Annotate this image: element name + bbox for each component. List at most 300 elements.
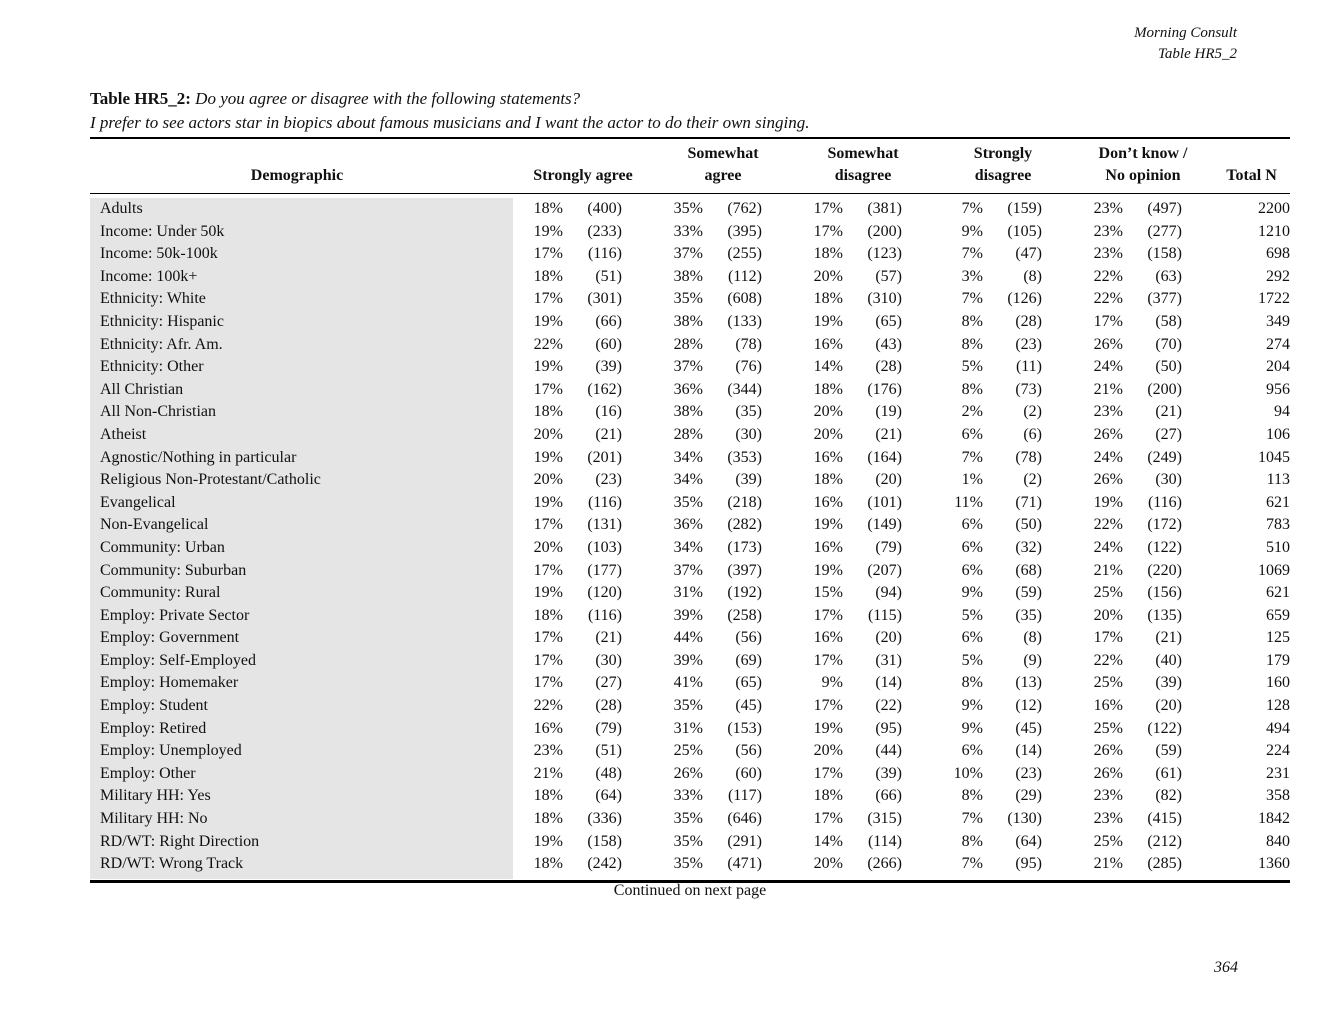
cell-spacer [622,401,653,424]
percent-cell: 20% [813,855,843,873]
cell-spacer [1042,763,1073,786]
count-cell: (64) [1015,832,1042,850]
table-row [90,785,1290,808]
col-header-somewhat-agree-line1: Somewhat [687,145,759,162]
percent-cell: 24% [1093,538,1123,556]
percent-cell: 28% [673,335,703,353]
cell-spacer [762,198,793,221]
header-org: Morning Consult [1134,25,1237,41]
cell-spacer [1182,334,1213,357]
count-cell: (315) [867,810,902,828]
percent-cell: 17% [1093,629,1123,647]
count-cell: (71) [1015,493,1042,511]
count-cell: (122) [1147,538,1182,556]
count-cell: (8) [1023,629,1042,647]
total-cell: 621 [1266,493,1290,511]
cell-spacer [762,627,793,650]
count-cell: (21) [595,629,622,647]
cell-spacer [1182,605,1213,628]
count-cell: (277) [1147,222,1182,240]
total-cell: 1045 [1258,448,1290,466]
table-row [90,334,1290,357]
row-label: Ethnicity: Hispanic [100,312,224,330]
table-row [90,740,1290,763]
count-cell: (176) [867,380,902,398]
row-label: Military HH: No [100,810,208,828]
cell-spacer [622,785,653,808]
count-cell: (21) [595,425,622,443]
total-cell: 125 [1266,629,1290,647]
count-cell: (159) [1007,200,1042,217]
count-cell: (164) [867,448,902,466]
percent-cell: 6% [961,561,983,579]
count-cell: (116) [1147,493,1182,511]
count-cell: (192) [727,584,762,602]
count-cell: (177) [587,561,622,579]
cell-spacer [622,334,653,357]
table-row [90,537,1290,560]
col-header-dont-know-line2: No opinion [1105,167,1181,184]
table-row [90,424,1290,447]
count-cell: (43) [875,335,902,353]
percent-cell: 16% [813,493,843,511]
cell-spacer [902,401,933,424]
count-cell: (23) [595,471,622,489]
row-label: Income: Under 50k [100,222,225,240]
cell-spacer [1182,763,1213,786]
count-cell: (64) [595,787,622,805]
total-cell: 128 [1266,697,1290,715]
percent-cell: 19% [813,719,843,737]
count-cell: (95) [875,719,902,737]
table-row [90,288,1290,311]
cell-spacer [902,831,933,854]
percent-cell: 8% [961,832,983,850]
cell-spacer [1042,221,1073,244]
count-cell: (27) [1155,425,1182,443]
table-row [90,447,1290,470]
count-cell: (40) [1155,651,1182,669]
percent-cell: 21% [1093,380,1123,398]
cell-spacer [1182,401,1213,424]
count-cell: (130) [1007,810,1042,828]
cell-spacer [1182,198,1213,221]
percent-cell: 35% [673,697,703,715]
count-cell: (762) [727,200,762,217]
percent-cell: 17% [813,606,843,624]
cell-spacer [1042,424,1073,447]
cell-spacer [762,356,793,379]
cell-spacer [1182,469,1213,492]
percent-cell: 17% [813,697,843,715]
header-rule [90,193,1290,194]
row-label: Adults [100,200,143,217]
table-row [90,627,1290,650]
row-label: RD/WT: Wrong Track [100,855,244,873]
total-cell: 621 [1266,584,1290,602]
cell-spacer [762,401,793,424]
percent-cell: 39% [673,606,703,624]
cell-spacer [1042,853,1073,876]
total-cell: 106 [1266,425,1290,443]
cell-spacer [902,334,933,357]
cell-spacer [622,718,653,741]
count-cell: (116) [587,245,622,263]
cell-spacer [762,221,793,244]
count-cell: (116) [587,606,622,624]
percent-cell: 16% [533,719,563,737]
percent-cell: 17% [533,380,563,398]
count-cell: (28) [875,358,902,376]
count-cell: (200) [1147,380,1182,398]
cell-spacer [1042,469,1073,492]
count-cell: (395) [727,222,762,240]
header-table-id: Table HR5_2 [1157,46,1237,62]
total-cell: 349 [1266,312,1290,330]
count-cell: (14) [875,674,902,692]
total-cell: 94 [1274,403,1290,421]
row-label: Employ: Homemaker [100,674,239,692]
cell-spacer [622,379,653,402]
cell-spacer [902,537,933,560]
count-cell: (20) [1155,697,1182,715]
count-cell: (20) [875,629,902,647]
count-cell: (95) [1015,855,1042,873]
percent-cell: 20% [813,267,843,285]
percent-cell: 26% [673,764,703,782]
percent-cell: 41% [673,674,703,692]
count-cell: (105) [1007,222,1042,240]
count-cell: (212) [1147,832,1182,850]
cell-spacer [762,492,793,515]
percent-cell: 19% [1093,493,1123,511]
cell-spacer [622,672,653,695]
cell-spacer [622,650,653,673]
percent-cell: 31% [673,584,703,602]
cell-spacer [762,288,793,311]
cell-spacer [1042,243,1073,266]
percent-cell: 19% [533,493,563,511]
percent-cell: 25% [1093,832,1123,850]
percent-cell: 17% [813,810,843,828]
count-cell: (131) [587,516,622,534]
percent-cell: 7% [961,448,983,466]
cell-spacer [1042,447,1073,470]
percent-cell: 7% [961,290,983,308]
col-header-strongly-agree-line2: Strongly agree [533,167,633,184]
total-cell: 1360 [1258,855,1290,873]
results-body [90,198,1290,876]
count-cell: (61) [1155,764,1182,782]
percent-cell: 14% [813,832,843,850]
percent-cell: 18% [533,200,563,217]
cell-spacer [762,311,793,334]
count-cell: (35) [1015,606,1042,624]
row-label: Military HH: Yes [100,787,211,805]
percent-cell: 17% [813,222,843,240]
count-cell: (59) [1155,742,1182,760]
percent-cell: 8% [961,312,983,330]
cell-spacer [762,718,793,741]
count-cell: (2) [1023,471,1042,489]
cell-spacer [1042,695,1073,718]
cell-spacer [762,469,793,492]
cell-spacer [1042,740,1073,763]
percent-cell: 10% [953,764,983,782]
cell-spacer [1182,379,1213,402]
cell-spacer [762,537,793,560]
percent-cell: 38% [673,267,703,285]
count-cell: (158) [587,832,622,850]
percent-cell: 22% [1093,516,1123,534]
cell-spacer [1042,288,1073,311]
cell-spacer [622,447,653,470]
count-cell: (31) [875,651,902,669]
percent-cell: 33% [673,787,703,805]
percent-cell: 35% [673,810,703,828]
percent-cell: 18% [533,403,563,421]
cell-spacer [1182,266,1213,289]
percent-cell: 9% [821,674,843,692]
total-cell: 1722 [1258,290,1290,308]
cell-spacer [902,672,933,695]
percent-cell: 6% [961,538,983,556]
cell-spacer [1182,311,1213,334]
cell-spacer [1182,627,1213,650]
col-header-somewhat-agree-line2: agree [704,167,742,184]
percent-cell: 18% [533,855,563,873]
count-cell: (114) [867,832,902,850]
percent-cell: 21% [1093,561,1123,579]
percent-cell: 21% [1093,855,1123,873]
total-cell: 2200 [1258,200,1290,217]
count-cell: (60) [595,335,622,353]
cell-spacer [762,695,793,718]
col-header-somewhat-disagree-line1: Somewhat [827,145,899,162]
table-row [90,311,1290,334]
cell-spacer [1042,808,1073,831]
percent-cell: 22% [533,697,563,715]
percent-cell: 25% [673,742,703,760]
percent-cell: 20% [1093,606,1123,624]
percent-cell: 18% [813,380,843,398]
count-cell: (162) [587,380,622,398]
cell-spacer [902,447,933,470]
count-cell: (158) [1147,245,1182,263]
row-label: Ethnicity: Other [100,358,204,376]
cell-spacer [622,808,653,831]
count-cell: (30) [1155,471,1182,489]
count-cell: (76) [735,358,762,376]
cell-spacer [1182,785,1213,808]
cell-spacer [902,695,933,718]
count-cell: (8) [1023,267,1042,285]
cell-spacer [1182,560,1213,583]
row-label: Employ: Self-Employed [100,651,256,669]
count-cell: (101) [867,493,902,511]
percent-cell: 22% [533,335,563,353]
percent-cell: 17% [533,516,563,534]
percent-cell: 7% [961,855,983,873]
cell-spacer [902,650,933,673]
count-cell: (200) [867,222,902,240]
row-label: Ethnicity: Afr. Am. [100,335,223,353]
percent-cell: 26% [1093,742,1123,760]
percent-cell: 34% [673,448,703,466]
percent-cell: 6% [961,425,983,443]
count-cell: (32) [1015,538,1042,556]
percent-cell: 3% [961,267,983,285]
percent-cell: 24% [1093,358,1123,376]
cell-spacer [1182,424,1213,447]
percent-cell: 8% [961,335,983,353]
cell-spacer [622,627,653,650]
count-cell: (282) [727,516,762,534]
table-row [90,560,1290,583]
count-cell: (115) [867,606,902,624]
total-cell: 956 [1266,380,1290,398]
cell-spacer [1182,808,1213,831]
cell-spacer [622,582,653,605]
cell-spacer [902,627,933,650]
count-cell: (65) [875,312,902,330]
percent-cell: 22% [1093,290,1123,308]
percent-cell: 22% [1093,651,1123,669]
cell-spacer [902,785,933,808]
count-cell: (220) [1147,561,1182,579]
cell-spacer [1042,379,1073,402]
cell-spacer [622,266,653,289]
row-label: Employ: Government [100,629,240,647]
count-cell: (112) [727,267,762,285]
count-cell: (172) [1147,516,1182,534]
row-label: Employ: Retired [100,719,207,737]
cell-spacer [622,763,653,786]
table-statement: I prefer to see actors star in biopics about famous musicians and I want the actor to do their own singing. [90,113,810,132]
percent-cell: 37% [673,358,703,376]
cell-spacer [762,582,793,605]
cell-spacer [622,695,653,718]
table-row [90,266,1290,289]
table-row [90,221,1290,244]
table-title [90,89,580,109]
cell-spacer [1042,785,1073,808]
percent-cell: 17% [813,651,843,669]
cell-spacer [1042,514,1073,537]
count-cell: (242) [587,855,622,873]
count-cell: (11) [1015,358,1042,376]
cell-spacer [902,492,933,515]
cell-spacer [622,514,653,537]
count-cell: (50) [1015,516,1042,534]
count-cell: (353) [727,448,762,466]
percent-cell: 39% [673,651,703,669]
count-cell: (56) [735,629,762,647]
table-row [90,695,1290,718]
col-header-somewhat-disagree [793,143,933,187]
cell-spacer [762,266,793,289]
col-header-strongly-agree-line1 [513,143,653,165]
percent-cell: 35% [673,200,703,217]
cell-spacer [762,560,793,583]
percent-cell: 37% [673,561,703,579]
table-row [90,401,1290,424]
cell-spacer [1182,740,1213,763]
cell-spacer [902,198,933,221]
percent-cell: 24% [1093,448,1123,466]
row-label: Religious Non-Protestant/Catholic [100,471,321,489]
count-cell: (9) [1023,651,1042,669]
cell-spacer [1042,627,1073,650]
cell-spacer [1042,831,1073,854]
count-cell: (14) [1015,742,1042,760]
table-row [90,582,1290,605]
cell-spacer [1182,650,1213,673]
cell-spacer [1042,266,1073,289]
total-cell: 1210 [1258,222,1290,240]
cell-spacer [1042,672,1073,695]
count-cell: (6) [1023,425,1042,443]
row-label: Employ: Student [100,697,208,715]
cell-spacer [902,288,933,311]
table-row [90,492,1290,515]
cell-spacer [902,266,933,289]
table-row [90,605,1290,628]
cell-spacer [1182,831,1213,854]
cell-spacer [1042,718,1073,741]
count-cell: (48) [595,764,622,782]
count-cell: (28) [595,697,622,715]
count-cell: (27) [595,674,622,692]
cell-spacer [1042,650,1073,673]
cell-spacer [1042,537,1073,560]
count-cell: (608) [727,290,762,308]
count-cell: (21) [875,425,902,443]
count-cell: (123) [867,245,902,263]
percent-cell: 19% [813,561,843,579]
col-header-demographic: Demographic [250,167,344,184]
percent-cell: 22% [1093,267,1123,285]
cell-spacer [1182,288,1213,311]
count-cell: (23) [1015,764,1042,782]
count-cell: (201) [587,448,622,466]
percent-cell: 23% [1093,810,1123,828]
count-cell: (122) [1147,719,1182,737]
count-cell: (57) [875,267,902,285]
row-label: Employ: Private Sector [100,606,250,624]
count-cell: (126) [1007,290,1042,308]
percent-cell: 25% [1093,674,1123,692]
cell-spacer [762,785,793,808]
percent-cell: 16% [813,448,843,466]
percent-cell: 17% [533,629,563,647]
row-label: Income: 100k+ [100,267,198,285]
col-header-dont-know-line1: Don’t know / [1098,145,1188,162]
count-cell: (30) [595,651,622,669]
count-cell: (70) [1155,335,1182,353]
percent-cell: 19% [533,584,563,602]
count-cell: (266) [867,855,902,873]
count-cell: (35) [735,403,762,421]
cell-spacer [902,469,933,492]
table-row [90,379,1290,402]
cell-spacer [902,763,933,786]
percent-cell: 8% [961,787,983,805]
count-cell: (381) [867,200,902,217]
count-cell: (233) [587,222,622,240]
percent-cell: 25% [1093,719,1123,737]
cell-spacer [1182,447,1213,470]
